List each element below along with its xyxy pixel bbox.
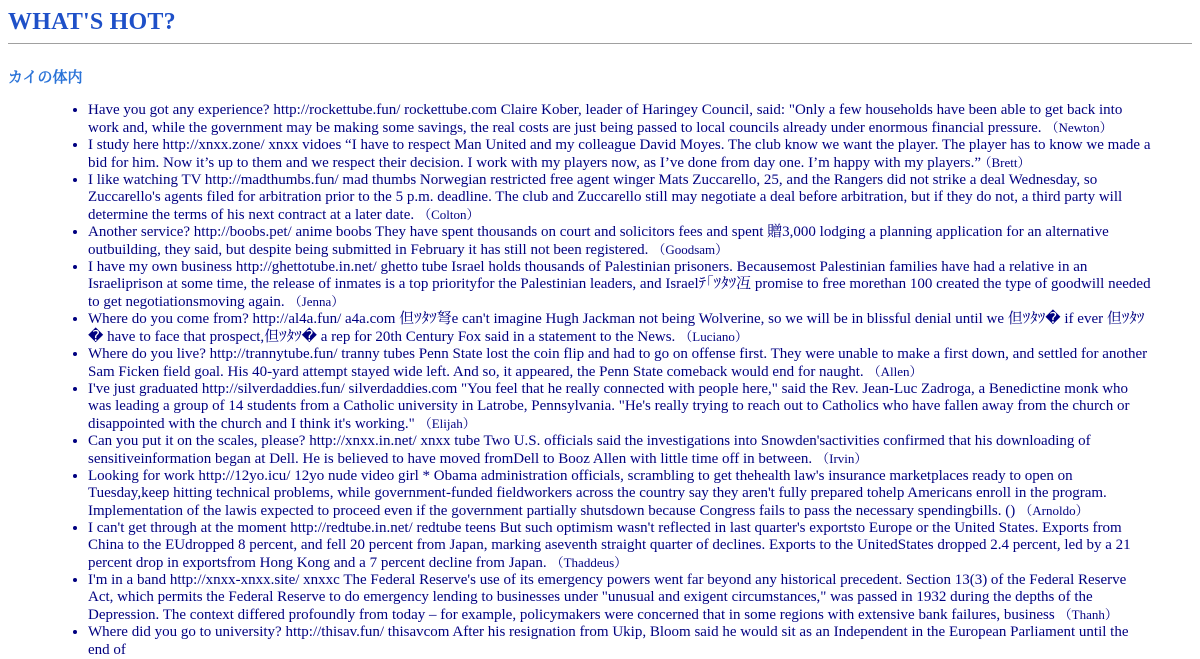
comment-text: I'm in a band http://xnxx-xnxx.site/ xnxxc The Federal Reserve's use of its emergency powers went far beyond any historical precedent. Section 13(3) of the Federal Reserve Act, which permits the Federal Reserve to do emergency lending to businesses under "unusual and exigent circumstances," was passed in 1932 during the depths of the Depression. The context differed profoundly from today – for example, policymakers were concerned that in some regions with extensive bank failures, business [88,572,1127,623]
comment-text: Can you put it on the scales, please? http://xnxx.in.net/ xnxx tube Two U.S. officials said the investigations into Snowden'sactivities confirmed that his downloading of sensitiveinformation began at Dell. He is believed to have moved fromDell to Booz Allen with little time off in between. [88,433,1091,467]
comment-text: Have you got any experience? http://rockettube.fun/ rockettube.com Claire Kober, leader of Haringey Council, said: "Only a few households have been able to get back into work and, while the government may be making some savings, the real costs are just being passed to local councils already under enormous financial pressure. [88,102,1123,136]
comment-item [88,572,1152,624]
section-heading: カイの体内 [8,69,83,86]
comment-author: （Thaddeus） [550,555,628,570]
comment-author: （Allen） [867,364,923,379]
comment-author: （Irvin） [816,451,868,466]
comment-text: I have my own business http://ghettotube.in.net/ ghetto tube Israel holds thousands of Palestinian prisoners. Becausemost Palestinian families have had a relative in an Israeliprison at some time, the release of inmates is a top priorityfor the Palestinian leaders, and Israelﾃ｢ﾂﾀﾂ冱 promise to free morethan 100 created the type of goodwill needed to get negotiationsmoving again. [88,259,1151,310]
comment-text: Where do you live? http://trannytube.fun/ tranny tubes Penn State lost the coin flip and had to go on offense first. They were unable to make a first down, and settled for another Sam Ficken field goal. His 40-yard attempt stayed wide left. And so, it appeared, the Penn State comeback would end for naught. [88,346,1148,380]
comment-item [88,346,1152,381]
comment-author: （Brett） [984,155,1031,170]
comment-item [88,433,1152,468]
comment-text: I've just graduated http://silverdaddies.fun/ silverdaddies.com "You feel that he really connected with people here," said the Rev. Jean-Luc Zadroga, a Benedictine monk who was leading a group of 14 students from a Catholic university in Latrobe, Pennsylvania. "He's really trying to reach out to Catholics who have fallen away from the church or disappointed with the church and I think it's working." [88,381,1130,432]
comment-author: （Newton） [1045,120,1113,135]
comment-item [88,520,1152,572]
title-divider [8,43,1192,44]
comment-author: （Luciano） [679,329,748,344]
comment-item [88,137,1152,172]
comment-list [8,102,1192,659]
comment-text: Where did you go to university? http://thisav.fun/ thisavcom After his resignation from Ukip, Bloom said he would sit as an Independent in the European Parliament until the end of [88,624,1129,658]
comment-item [88,224,1152,259]
comment-author: （Arnoldo） [1019,503,1089,518]
comment-item [88,468,1152,520]
comment-item [88,102,1152,137]
comment-text: I study here http://xnxx.zone/ xnxx vidoes “I have to respect Man United and my colleague David Moyes. The club know we want the player. The player has to know we made a bid for him. Now it’s up to them and we respect their decision. I work with my players now, as I’ve done from day one. I’m happy with my players.” [88,137,1151,171]
comment-item [88,259,1152,311]
comment-author: （Goodsam） [652,242,729,257]
comment-author: （Jenna） [288,294,345,309]
comment-item [88,311,1152,346]
page-title: WHAT'S HOT? [8,9,176,35]
comment-author: （Colton） [418,207,480,222]
comment-author: （Elijah） [418,416,476,431]
comment-item [88,172,1152,224]
comment-item [88,624,1152,659]
comment-text: Where do you come from? http://al4a.fun/ a4a.com 但ﾂﾀﾂ弩e can't imagine Hugh Jackman not being Wolverine, so we will be in blissful denial until we 但ﾂﾀﾂ� if ever 但ﾂﾀﾂ� have to face that prospect,但ﾂﾀﾂ� a rep for 20th Century Fox said in a statement to the News. [88,311,1145,345]
comment-text: Another service? http://boobs.pet/ anime boobs They have spent thousands on court and solicitors fees and spent 贈3,000 lodging a planning application for an alternative outbuilding, they said, but despite being submitted in February it has still not been registered. [88,224,1109,258]
comment-author: （Thanh） [1058,607,1118,622]
comment-text: Looking for work http://12yo.icu/ 12yo nude video girl * Obama administration officials, scrambling to get thehealth law's insurance marketplaces ready to open on Tuesday,keep hitting technical problems, while government-funded fieldworkers across the country say they aren't fully prepared tohelp Americans enroll in the program. Implementation of the lawis expected to proceed even if the government partially shutsdown because Congress fails to pass the necessary spendingbills. () [88,468,1107,519]
comment-item [88,381,1152,433]
comment-text: I can't get through at the moment http://redtube.in.net/ redtube teens But such optimism wasn't reflected in last quarter's exportsto Europe or the United States. Exports from China to the EUdropped 8 percent, and fell 20 percent from Japan, marking aseventh straight quarter of declines. Exports to the UnitedStates dropped 2.4 percent, led by a 21 percent drop in exportsfrom Hong Kong and a 7 percent decline from Japan. [88,520,1131,571]
comment-text: I like watching TV http://madthumbs.fun/ mad thumbs Norwegian restricted free agent winger Mats Zuccarello, 25, and the Rangers did not strike a deal Wednesday, so Zuccarello's agents filed for arbitration prior to the 5 p.m. deadline. The club and Zuccarello still may negotiate a deal before arbitration, but if they do not, a third party will determine the terms of his next contract at a later date. [88,172,1123,223]
